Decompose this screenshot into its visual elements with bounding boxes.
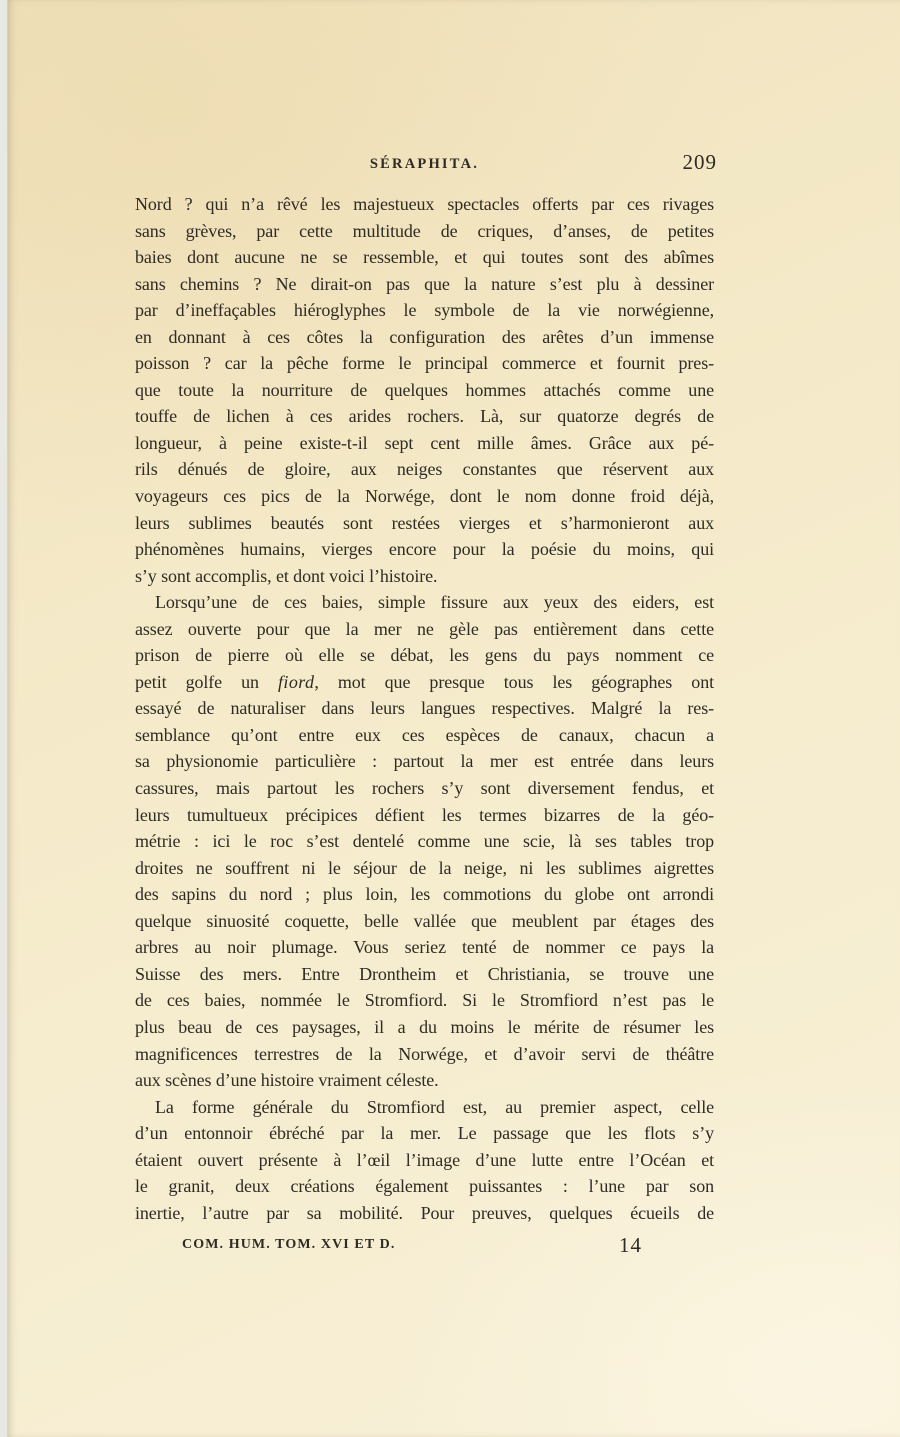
text-line: que toute la nourriture de quelques hommes attachés comme une xyxy=(135,379,714,400)
text-line: sa physionomie particulière : partout la mer est entrée dans leurs xyxy=(135,751,714,772)
text-line: essayé de naturaliser dans leurs langues respectives. Malgré la res- xyxy=(135,698,714,719)
text-line: semblance qu’ont entre eux ces espèces de canaux, chacun a xyxy=(135,724,714,745)
text-line: en donnant à ces côtes la configuration des arêtes d’un immense xyxy=(135,326,714,347)
text-line: Suisse des mers. Entre Drontheim et Christiania, se trouve une xyxy=(135,963,714,984)
page-number: 209 xyxy=(682,150,717,174)
text-line: arbres au noir plumage. Vous seriez tenté de nommer ce pays la xyxy=(135,937,714,958)
italic-term-fiord: fiord xyxy=(278,671,315,692)
text-line: par d’ineffaçables hiéroglyphes le symbole de la vie norwégienne, xyxy=(135,300,714,321)
text-line: magnificences terrestres de la Norwége, et d’avoir servi de théâtre xyxy=(135,1043,714,1064)
text-line xyxy=(135,669,714,696)
text-line: poisson ? car la pêche forme le principal commerce et fournit pres- xyxy=(135,353,714,374)
paragraph xyxy=(135,191,714,589)
line-segment: , mot que presque tous les géographes ont xyxy=(314,671,714,692)
running-header-title: SÉRAPHITA. xyxy=(369,156,480,172)
text-line: étaient ouvert présente à l’œil l’image d’une lutte entre l’Océan et xyxy=(135,1149,714,1170)
paragraph xyxy=(135,1094,714,1227)
text-line: métrie : ici le roc s’est dentelé comme une scie, là ses tables trop xyxy=(135,831,714,852)
text-line: touffe de lichen à ces arides rochers. Là, sur quatorze degrés de xyxy=(135,406,714,427)
text-line: prison de pierre où elle se débat, les gens du pays nomment ce xyxy=(135,645,714,666)
text-line: plus beau de ces paysages, il a du moins le mérite de résumer les xyxy=(135,1016,714,1037)
text-line: inertie, l’autre par sa mobilité. Pour preuves, quelques écueils de xyxy=(135,1202,714,1223)
text-line: Nord ? qui n’a rêvé les majestueux spectacles offerts par ces rivages xyxy=(135,194,714,214)
text-line: de ces baies, nommée le Stromfiord. Si le Stromfiord n’est pas le xyxy=(135,990,714,1011)
text-line: assez ouverte pour que la mer ne gèle pas entièrement dans cette xyxy=(135,618,714,639)
text-block xyxy=(135,150,717,1263)
text-line: le granit, deux créations également puissantes : l’une par son xyxy=(135,1176,714,1197)
text-line: Lorsqu’une de ces baies, simple fissure aux yeux des eiders, est xyxy=(155,592,714,613)
text-line: aux scènes d’une histoire vraiment céleste. xyxy=(135,1070,439,1091)
text-line: d’un entonnoir ébréché par la mer. Le passage que les flots s’y xyxy=(135,1123,714,1144)
text-line: leurs sublimes beautés sont restées vierges et s’harmonieront aux xyxy=(135,512,714,533)
body-text xyxy=(135,191,714,1226)
text-line: sans grèves, par cette multitude de criques, d’anses, de petites xyxy=(135,220,714,241)
page-footer xyxy=(135,1233,714,1263)
text-line: cassures, mais partout les rochers s’y sont diversement fendus, et xyxy=(135,778,714,799)
text-line: leurs tumultueux précipices défient les termes bizarres de la géo- xyxy=(135,804,714,825)
text-line: voyageurs ces pics de la Norwége, dont le nom donne froid déjà, xyxy=(135,486,714,507)
text-line: s’y sont accomplis, et dont voici l’histoire. xyxy=(135,565,438,586)
paragraph xyxy=(135,589,714,1093)
text-line: rils dénués de gloire, aux neiges constantes que réservent aux xyxy=(135,459,714,480)
text-line: des sapins du nord ; plus loin, les commotions du globe ont arrondi xyxy=(135,884,714,905)
text-line: sans chemins ? Ne dirait-on pas que la nature s’est plu à dessiner xyxy=(135,273,714,294)
text-line: longueur, à peine existe-t-il sept cent mille âmes. Grâce aux pé- xyxy=(135,432,714,453)
book-page xyxy=(7,0,900,1437)
footer-volume-line: COM. HUM. TOM. XVI ET D. xyxy=(182,1237,396,1253)
footer-signature: 14 xyxy=(619,1233,642,1258)
text-line: La forme générale du Stromfiord est, au premier aspect, celle xyxy=(155,1096,714,1117)
text-line: quelque sinuosité coquette, belle vallée que meublent par étages des xyxy=(135,910,714,931)
text-line: droites ne souffrent ni le séjour de la neige, ni les sublimes aigrettes xyxy=(135,857,714,878)
text-line: phénomènes humains, vierges encore pour la poésie du moins, qui xyxy=(135,539,714,560)
text-line: baies dont aucune ne se ressemble, et qui toutes sont des abîmes xyxy=(135,247,714,268)
line-segment: petit golfe un xyxy=(135,671,279,692)
running-header xyxy=(135,150,717,180)
